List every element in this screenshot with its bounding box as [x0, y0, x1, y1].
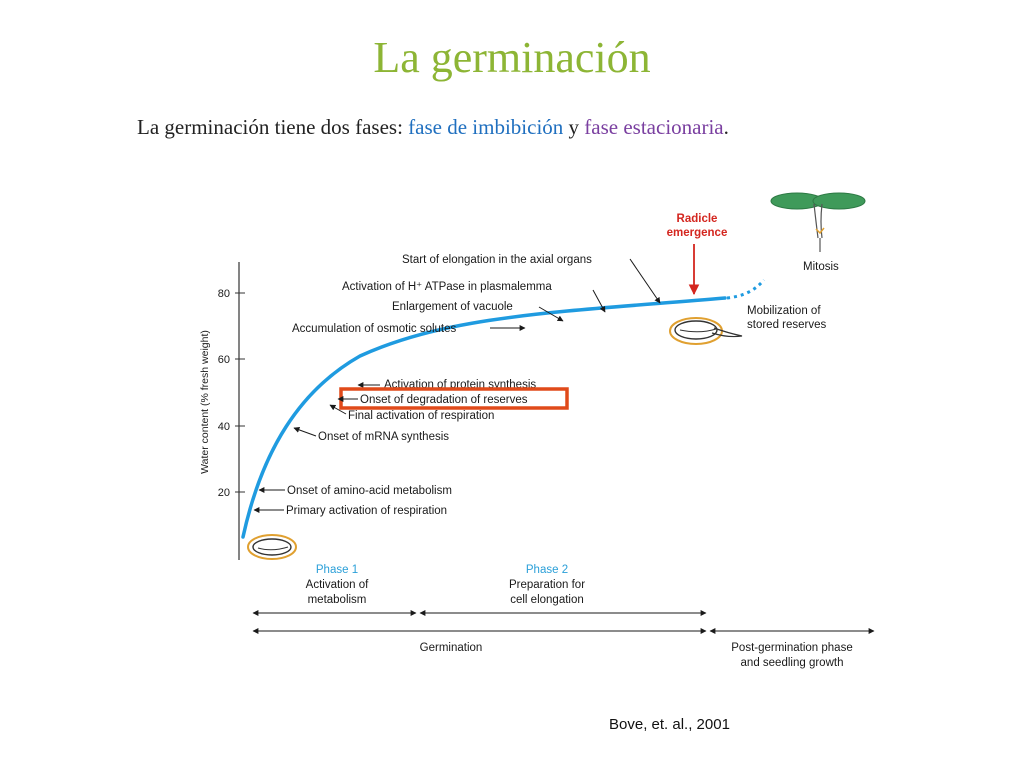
water-content-curve-dotted	[727, 280, 764, 298]
tick-20: 20	[217, 487, 230, 499]
arrow-onset-mrna	[294, 428, 316, 436]
label-enlargement-vacuole: Enlargement of vacuole	[392, 301, 513, 313]
label-emergence: emergence	[666, 227, 728, 239]
tick-60: 60	[217, 354, 230, 366]
phase1-line1: Activation of	[305, 579, 369, 591]
label-onset-mrna: Onset of mRNA synthesis	[318, 431, 450, 443]
subtitle-phase2: fase estacionaria	[584, 115, 724, 139]
subtitle-period: .	[723, 115, 729, 139]
subtitle-conj: y	[568, 115, 580, 139]
subtitle-prefix: La germinación tiene dos fases	[137, 115, 398, 139]
phase1-line2: metabolism	[307, 594, 367, 606]
arrow-start-elongation	[630, 259, 660, 303]
phase2-line2: cell elongation	[510, 594, 584, 606]
label-final-respiration: Final activation of respiration	[348, 410, 495, 422]
dry-seed-icon	[248, 535, 296, 559]
label-stored-reserves: stored reserves	[747, 319, 827, 331]
subtitle-phase1: fase de imbibición	[408, 115, 564, 139]
germinated-seed-icon	[670, 318, 742, 344]
label-onset-degradation: Onset of degradation of reserves	[360, 394, 528, 406]
y-axis-label: Water content (% fresh weight)	[199, 330, 211, 474]
label-germination: Germination	[419, 642, 483, 654]
subtitle-colon: :	[397, 115, 403, 139]
label-start-elongation: Start of elongation in the axial organs	[402, 254, 592, 266]
tick-80: 80	[217, 288, 230, 300]
label-primary-respiration: Primary activation of respiration	[286, 505, 448, 517]
label-mitosis: Mitosis	[803, 261, 839, 273]
label-mobilization: Mobilization of	[747, 305, 821, 317]
tick-40: 40	[217, 421, 230, 433]
label-radicle: Radicle	[676, 213, 718, 225]
y-ticks	[235, 293, 245, 492]
phase2-line1: Preparation for	[508, 579, 586, 591]
label-post-germination: Post-germination phase	[731, 642, 853, 654]
label-accumulation-solutes: Accumulation of osmotic solutes	[292, 323, 457, 335]
label-onset-amino: Onset of amino-acid metabolism	[287, 485, 452, 497]
phase2-name: Phase 2	[525, 564, 569, 576]
phase1-name: Phase 1	[315, 564, 359, 576]
slide-title: La germinación	[373, 33, 651, 82]
label-activation-atpase: Activation of H⁺ ATPase in plasmalemma	[342, 281, 552, 293]
seedling-icon	[771, 193, 865, 252]
label-activation-protein: Activation of protein synthesis	[384, 379, 537, 391]
citation: Bove, et. al., 2001	[609, 716, 730, 733]
label-seedling-growth: and seedling growth	[740, 657, 844, 669]
